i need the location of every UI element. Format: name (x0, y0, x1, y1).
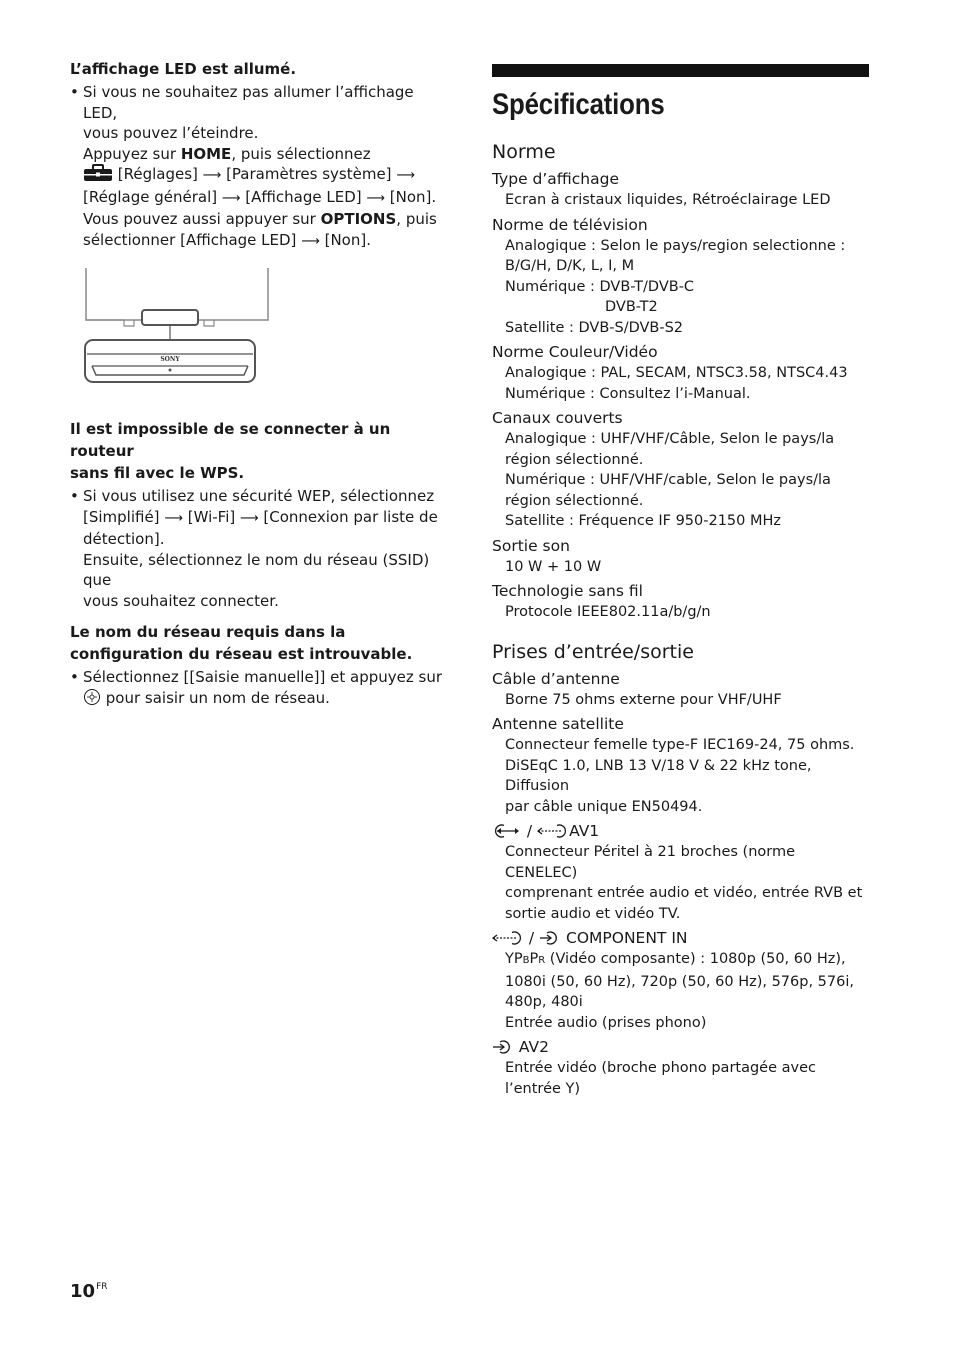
text: AV1 (569, 822, 600, 840)
text: 10 (70, 1281, 96, 1302)
ssid-heading (70, 621, 450, 665)
text: B (522, 955, 530, 966)
text: Y (505, 951, 514, 967)
wps-bullet (70, 486, 450, 611)
text: Si vous utilisez une sécurité WEP, sélectionnez (83, 487, 435, 505)
text: [Réglage général] (83, 187, 222, 206)
section-prises: Prises d’entrée/sortie (492, 640, 694, 663)
output-icon (492, 930, 524, 946)
spec-title: Technologie sans fil (492, 582, 643, 600)
spec-cable (492, 669, 870, 711)
enter-button-icon (83, 688, 101, 706)
spec-title: Norme de télévision (492, 215, 648, 234)
spec-value: Ecran à cristaux liquides, Rétroéclairage LED (505, 192, 831, 208)
spec-value: Satellite : Fréquence IF 950-2150 MHz (505, 513, 782, 529)
language-code: FR (96, 1282, 108, 1292)
toolbox-icon (83, 164, 113, 182)
text: Appuyez sur (83, 144, 181, 163)
text: vous pouvez l’éteindre. (83, 124, 259, 142)
arrow-icon: ⟶ (239, 510, 259, 526)
input-icon (492, 1039, 514, 1055)
spec-value: sortie audio et vidéo TV. (505, 905, 681, 922)
text: pour saisir un nom de réseau. (101, 688, 330, 707)
spec-norme-tv (492, 215, 870, 339)
spec-value: comprenant entrée audio et vidéo, entrée RVB et (505, 885, 863, 901)
text: P (529, 951, 539, 967)
page-title: Spécifications (492, 88, 665, 121)
spec-value: Analogique : PAL, SECAM, NTSC3.58, NTSC4.43 (505, 365, 848, 381)
page-number (70, 1281, 108, 1302)
text: [Simplifié] (83, 507, 165, 526)
spec-son (492, 536, 870, 578)
input-icon (539, 930, 561, 946)
right-column (492, 64, 870, 1103)
title-rule (492, 64, 869, 77)
spec-value: Numérique : Consultez l’i-Manual. (505, 385, 751, 402)
spec-value: Numérique : UHF/VHF/cable, Selon le pays/la (505, 472, 831, 488)
spec-value: 10 W + 10 W (505, 558, 602, 575)
spec-title (492, 1037, 870, 1058)
text: [Connexion par liste de (258, 507, 438, 526)
text: Sélectionnez [[Saisie manuelle]] et appuyez sur (83, 668, 443, 686)
text: Le nom du réseau requis dans la (70, 623, 346, 641)
spec-title: Câble d’antenne (492, 669, 620, 688)
text: Il est impossible de se connecter à un routeur (70, 420, 391, 460)
spec-value: l’entrée Y) (505, 1080, 581, 1097)
text: vous souhaitez connecter. (83, 591, 279, 610)
text: [Paramètres système] (221, 165, 397, 183)
spec-value: Entrée audio (prises phono) (505, 1014, 707, 1031)
spec-title (492, 821, 870, 842)
spec-value: région sélectionné. (505, 451, 644, 468)
led-heading: L’affichage LED est allumé. (70, 60, 297, 78)
text: / (524, 929, 540, 947)
text: sélectionner [Affichage LED] (83, 230, 302, 249)
text: Vous pouvez aussi appuyer sur (83, 210, 321, 228)
spec-value: B/G/H, D/K, L, I, M (505, 258, 635, 274)
arrow-icon: ⟶ (301, 233, 320, 249)
arrow-icon: ⟶ (221, 190, 241, 206)
spec-couleur (492, 342, 870, 404)
text: configuration du réseau est introuvable. (70, 645, 413, 663)
spec-value: 480p, 480i (505, 994, 583, 1010)
spec-title: Sortie son (492, 536, 570, 555)
text: [Non]. (319, 230, 371, 249)
spec-value: DiSEqC 1.0, LNB 13 V/18 V & 22 kHz tone, Diffusion (505, 757, 812, 794)
home-key: HOME (180, 144, 232, 163)
text: P (513, 951, 523, 967)
led-bullet (70, 82, 450, 252)
arrow-icon: ⟶ (396, 168, 415, 183)
input-output-icon (492, 823, 522, 839)
spec-value: DVB-T2 (605, 299, 658, 315)
spec-canaux (492, 408, 870, 532)
spec-title: Type d’affichage (492, 170, 619, 188)
ssid-section (70, 621, 450, 708)
spec-value (505, 949, 870, 972)
spec-value: 1080i (50, 60 Hz), 720p (50, 60 Hz), 576p, 576i, (505, 973, 854, 990)
spec-value: Connecteur femelle type-F IEC169-24, 75 ohms. (505, 737, 855, 753)
text: [Wi-Fi] (182, 507, 240, 526)
spec-value: région sélectionné. (505, 492, 644, 509)
text: [Réglages] (113, 165, 203, 183)
tv-led-illustration (84, 268, 274, 388)
spec-value: Analogique : Selon le pays/region selectionne : (505, 237, 846, 254)
spec-title (492, 928, 870, 949)
spec-title: Antenne satellite (492, 715, 624, 733)
spec-value: Entrée vidéo (broche phono partagée avec (505, 1060, 816, 1076)
spec-value: Borne 75 ohms externe pour VHF/UHF (505, 691, 782, 708)
arrow-icon: ⟶ (366, 190, 386, 206)
text: R (538, 955, 546, 966)
text: AV2 (514, 1038, 550, 1056)
text: [Non]. (385, 187, 437, 206)
text: / (522, 822, 538, 840)
text: COMPONENT IN (561, 929, 688, 947)
ssid-bullet (70, 667, 450, 708)
text: , puis (396, 210, 437, 228)
spec-value: Connecteur Péritel à 21 broches (norme CENELEC) (505, 844, 796, 881)
section-norme: Norme (492, 141, 556, 163)
spec-av2 (492, 1037, 870, 1099)
text: détection]. (83, 530, 165, 548)
spec-satellite (492, 714, 870, 817)
spec-value: Numérique : DVB-T/DVB-C (505, 278, 695, 295)
left-column (70, 58, 450, 708)
text: , puis sélectionnez (231, 144, 371, 163)
text: [Affichage LED] (240, 187, 367, 206)
arrow-icon: ⟶ (202, 168, 222, 183)
wps-section (70, 418, 450, 611)
options-key: OPTIONS (320, 210, 397, 228)
spec-value: Analogique : UHF/VHF/Câble, Selon le pays/la (505, 431, 835, 447)
spec-sans-fil (492, 581, 870, 623)
spec-component (492, 928, 870, 1033)
text: (Vidéo composante) : 1080p (50, 60 Hz), (545, 951, 846, 967)
wps-heading (70, 418, 450, 484)
text: Si vous ne souhaitez pas allumer l’affichage LED, (83, 83, 414, 122)
spec-title: Canaux couverts (492, 409, 623, 427)
text: sans fil avec le WPS. (70, 464, 245, 482)
spec-type-affichage (492, 169, 870, 211)
spec-value: Protocole IEEE802.11a/b/g/n (505, 604, 711, 620)
spec-av1 (492, 821, 870, 924)
arrow-icon: ⟶ (164, 510, 183, 526)
spec-title: Norme Couleur/Vidéo (492, 343, 658, 361)
sony-logo: SONY (160, 356, 180, 363)
output-icon (537, 823, 569, 839)
spec-value: Satellite : DVB-S/DVB-S2 (505, 319, 684, 336)
spec-value: par câble unique EN50494. (505, 798, 703, 815)
text: Ensuite, sélectionnez le nom du réseau (SSID) que (83, 550, 430, 589)
